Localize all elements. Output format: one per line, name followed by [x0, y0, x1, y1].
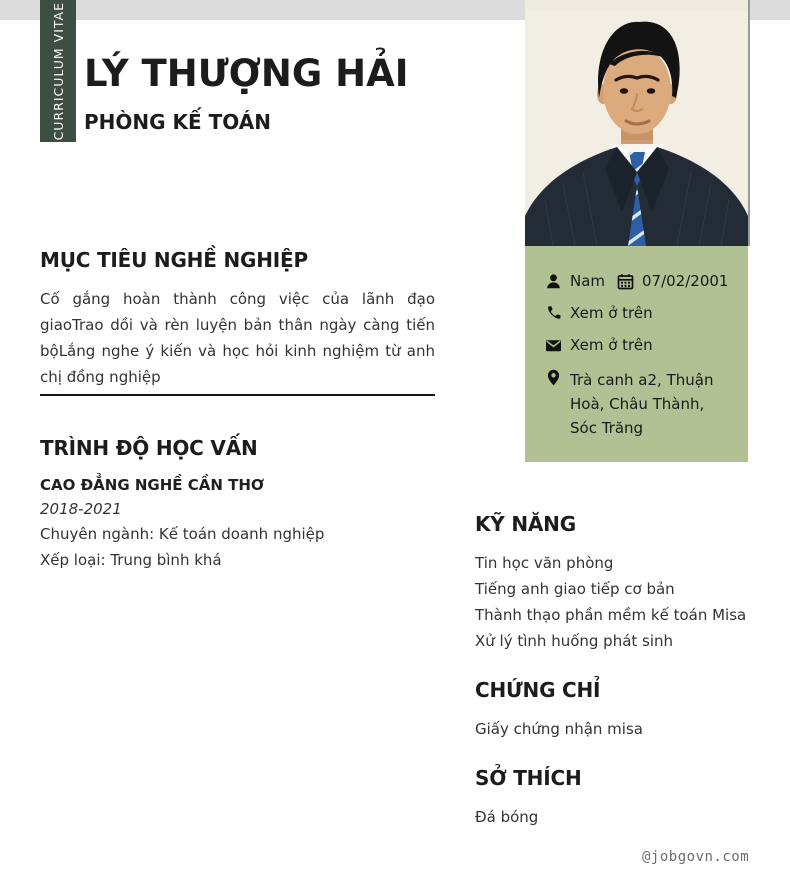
info-row-email — [545, 336, 734, 354]
info-row-address — [545, 368, 734, 440]
calendar-icon — [617, 273, 634, 290]
certificate-item: Giấy chứng nhận misa — [475, 720, 643, 738]
birthdate-value: 07/02/2001 — [642, 272, 729, 290]
education-title: TRÌNH ĐỘ HỌC VẤN — [40, 436, 258, 460]
education-major: Chuyên ngành: Kế toán doanh nghiệp — [40, 525, 325, 543]
watermark: @jobgovn.com — [642, 849, 750, 865]
email-value: Xem ở trên — [570, 336, 653, 354]
hobbies-title: SỞ THÍCH — [475, 766, 582, 790]
portrait-photo — [525, 0, 750, 246]
portrait-illustration — [525, 0, 748, 246]
education-period: 2018-2021 — [40, 500, 122, 518]
education-section — [40, 436, 435, 573]
gender-item — [545, 272, 617, 290]
info-row-gender-birthdate — [545, 272, 734, 290]
objective-body: Cố gắng hoàn thành công việc của lãnh đạo giaoTrao dồi và rèn luyện bản thân ngày càng tiến bộLắng nghe ý kiến và học hỏi kinh nghiệm từ anh chị đồng nghiệp — [40, 290, 435, 386]
gender-value: Nam — [570, 272, 606, 290]
skills-title: KỸ NĂNG — [475, 512, 576, 536]
candidate-job-title: PHÒNG KẾ TOÁN — [84, 110, 271, 134]
info-row-phone — [545, 304, 734, 322]
location-pin-icon — [545, 369, 562, 386]
curriculum-vitae-tab — [40, 0, 76, 142]
education-school: CAO ĐẲNG NGHỀ CẦN THƠ — [40, 476, 265, 494]
right-column — [475, 512, 760, 830]
person-icon — [545, 273, 562, 290]
certificates-title: CHỨNG CHỈ — [475, 678, 601, 702]
section-divider — [40, 394, 435, 396]
skill-item: Xử lý tình huống phát sinh — [475, 632, 674, 650]
phone-icon — [545, 305, 562, 322]
hobby-item: Đá bóng — [475, 808, 539, 826]
phone-value: Xem ở trên — [570, 304, 653, 322]
envelope-icon — [545, 337, 562, 354]
objective-title: MỤC TIÊU NGHỀ NGHIỆP — [40, 248, 308, 272]
skill-item: Tin học văn phòng — [475, 554, 614, 572]
objective-section — [40, 248, 435, 390]
personal-info-box — [525, 246, 748, 462]
skill-item: Thành thạo phần mềm kế toán Misa — [475, 606, 747, 624]
birthdate-item — [617, 272, 728, 290]
candidate-name: LÝ THƯỢNG HẢI — [84, 52, 409, 95]
curriculum-vitae-label: CURRICULUM VITAE — [50, 1, 66, 141]
address-value: Trà canh a2, Thuận Hoà, Châu Thành, Sóc Trăng — [570, 371, 714, 437]
education-grade: Xếp loại: Trung bình khá — [40, 551, 222, 569]
skill-item: Tiếng anh giao tiếp cơ bản — [475, 580, 675, 598]
